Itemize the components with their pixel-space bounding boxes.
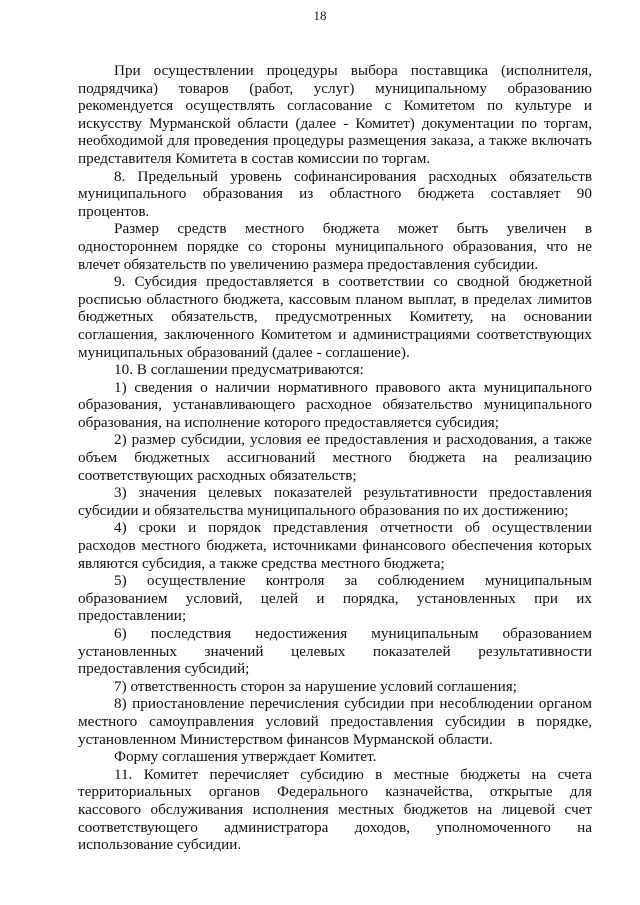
list-item-4: 4) сроки и порядок представления отчетности об осуществлении расходов местного бюджета, источниками финансового обеспечения которых являются субсидия, а также средства местного бюджета;	[78, 519, 592, 572]
paragraph-agreement-form: Форму соглашения утверждает Комитет.	[114, 748, 377, 766]
paragraph-local-budget: Размер средств местного бюджета может быть увеличен в одностороннем порядке со стороны муниципального образования, что не влечет обязательств по увеличению размера предоставления субсидии.	[78, 220, 592, 273]
paragraph-item-9: 9. Субсидия предоставляется в соответствии со сводной бюджетной росписью областного бюджета, кассовым планом выплат, в пределах лимитов бюджетных обязательств, предусмотренных Комитету, на основании соглашения, заключенного Комитетом и администрациями соответствующих муниципальных образований (далее - соглашение).	[78, 273, 592, 361]
list-item-2: 2) размер субсидии, условия ее предоставления и расходования, а также объем бюджетных ассигнований местного бюджета на реализацию соответствующих расходных обязательств;	[78, 431, 592, 484]
list-item-6: 6) последствия недостижения муниципальным образованием установленных значений целевых показателей результативности предоставления субсидий;	[78, 625, 592, 678]
paragraph-item-10: 10. В соглашении предусматриваются:	[114, 361, 364, 379]
list-item-1: 1) сведения о наличии нормативного правового акта муниципального образования, устанавливающего расходное обязательство муниципального образования, на исполнение которого предоставляется субсидия;	[78, 378, 592, 431]
paragraph-item-11: 11. Комитет перечисляет субсидию в местные бюджеты на счета территориальных органов Федерального казначейства, открытые для кассового обслуживания исполнения местных бюджетов на лицевой счет соответствующего администратора доходов, уполномоченного на использование субсидии.	[78, 765, 592, 854]
page-number: 18	[313, 8, 327, 23]
paragraph-item-8: 8. Предельный уровень софинансирования расходных обязательств муниципального образования из областного бюджета составляет 90 процентов.	[78, 167, 592, 220]
document-body	[78, 62, 592, 854]
list-item-3: 3) значения целевых показателей результативности предоставления субсидии и обязательства муниципального образования по их достижению;	[78, 484, 592, 519]
list-item-8: 8) приостановление перечисления субсидии при несоблюдении органом местного самоуправления условий предоставления субсидии в порядке, установленном Министерством финансов Мурманской области.	[78, 695, 592, 748]
paragraph-procurement: При осуществлении процедуры выбора поставщика (исполнителя, подрядчика) товаров (работ, услуг) муниципальному образованию рекомендуется осуществлять согласование с Комитетом по культуре и искусству Мурманской области (далее - Комитет) документации по торгам, необходимой для проведения процедуры размещения заказа, а также включать представителя Комитета в состав комиссии по торгам.	[78, 62, 592, 167]
list-item-7: 7) ответственность сторон за нарушение условий соглашения;	[114, 677, 517, 695]
list-item-5: 5) осуществление контроля за соблюдением муниципальным образованием условий, целей и порядка, установленных при их предоставлении;	[78, 572, 592, 625]
